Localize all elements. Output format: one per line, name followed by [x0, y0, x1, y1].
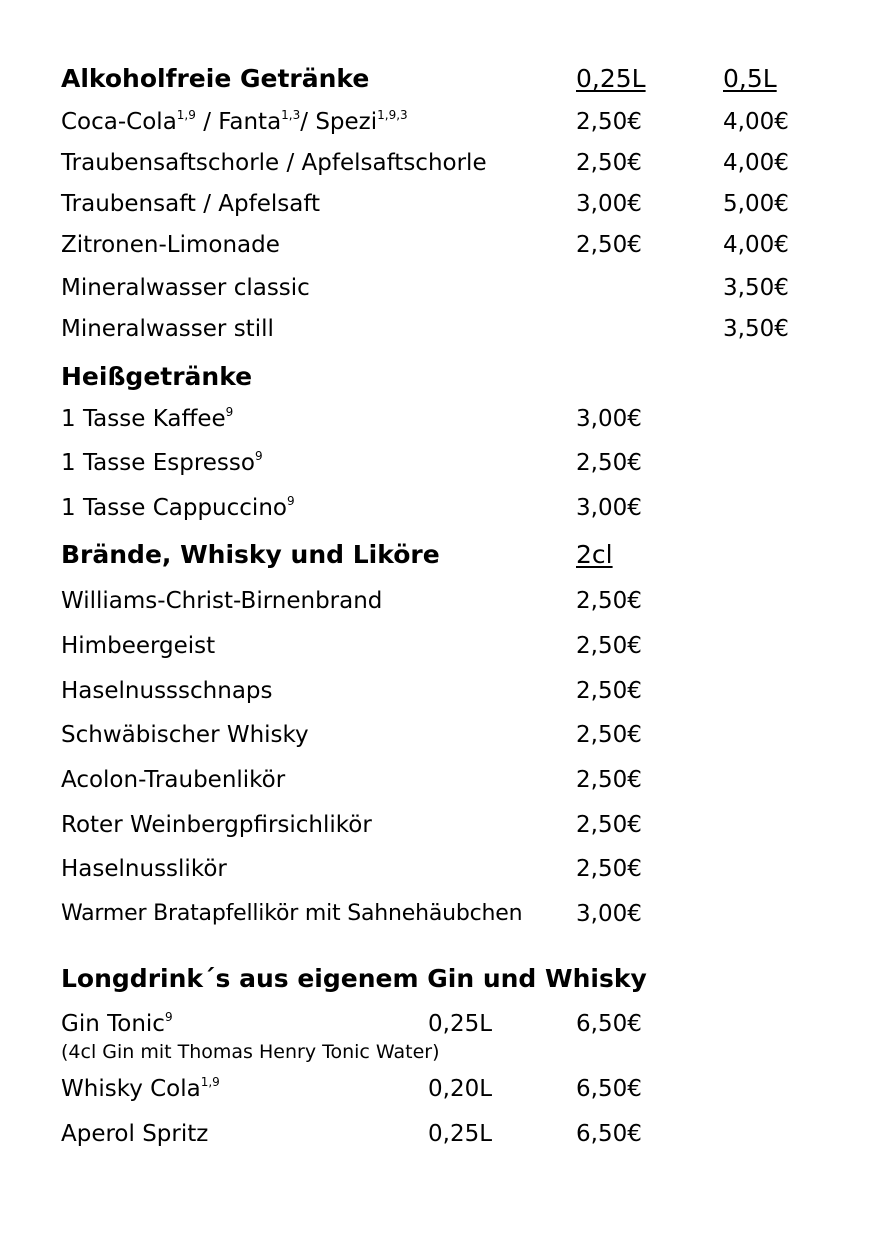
item-price: 2,50€ — [576, 767, 642, 793]
column-header-05: 0,5L — [723, 64, 777, 93]
item-name: / Spezi — [300, 109, 378, 135]
menu-item — [61, 108, 408, 135]
item-price: 3,00€ — [576, 495, 642, 521]
item-price: 4,00€ — [723, 109, 789, 135]
item-price: 2,50€ — [576, 150, 642, 176]
allergen-sup: 9 — [286, 494, 295, 508]
item-name: 1 Tasse Espresso — [61, 450, 255, 476]
item-price: 6,50€ — [576, 1076, 642, 1102]
menu-item — [61, 1010, 173, 1037]
item-price: 3,00€ — [576, 901, 642, 927]
allergen-sup: 1,9,3 — [377, 108, 408, 122]
item-price: 4,00€ — [723, 150, 789, 176]
item-name: Whisky Cola — [61, 1076, 201, 1102]
section-title-braende: Brände, Whisky und Liköre — [61, 540, 440, 569]
item-price: 2,50€ — [576, 633, 642, 659]
menu-item: Warmer Bratapfellikör mit Sahnehäubchen — [61, 901, 523, 926]
item-price: 2,50€ — [576, 856, 642, 882]
item-size: 0,20L — [428, 1076, 493, 1102]
menu-item: Traubensaft / Apfelsaft — [61, 191, 321, 217]
item-name: 1 Tasse Kaffee — [61, 406, 226, 432]
menu-item — [61, 1075, 220, 1102]
menu-item: Aperol Spritz — [61, 1121, 209, 1147]
item-price: 6,50€ — [576, 1121, 642, 1147]
item-price: 2,50€ — [576, 450, 642, 476]
menu-item: Mineralwasser still — [61, 316, 274, 342]
allergen-sup: 1,9 — [176, 108, 196, 122]
column-header-025: 0,25L — [576, 64, 646, 93]
item-price: 2,50€ — [576, 722, 642, 748]
item-price: 2,50€ — [576, 812, 642, 838]
menu-item: Traubensaftschorle / Apfelsaftschorle — [61, 150, 487, 176]
section-title-heiss: Heißgetränke — [61, 362, 253, 391]
allergen-sup: 1,3 — [281, 108, 301, 122]
section-title-longdrinks: Longdrink´s aus eigenem Gin und Whisky — [61, 964, 647, 993]
menu-item: Mineralwasser classic — [61, 275, 310, 301]
menu-item — [61, 494, 295, 521]
column-header-2cl: 2cl — [576, 540, 613, 569]
item-price: 6,50€ — [576, 1011, 642, 1037]
menu-item — [61, 405, 234, 432]
item-price: 3,00€ — [576, 191, 642, 217]
menu-item: Haselnussschnaps — [61, 678, 273, 704]
item-name: / Fanta — [203, 109, 282, 135]
allergen-sup: 9 — [164, 1010, 173, 1024]
item-name: Gin Tonic — [61, 1011, 165, 1037]
item-price: 3,00€ — [576, 406, 642, 432]
menu-item: Haselnusslikör — [61, 856, 227, 882]
allergen-sup: 9 — [254, 449, 263, 463]
menu-item: Williams-Christ-Birnenbrand — [61, 588, 383, 614]
item-size: 0,25L — [428, 1011, 493, 1037]
item-price: 2,50€ — [576, 678, 642, 704]
allergen-sup: 1,9 — [200, 1075, 220, 1089]
item-price: 5,00€ — [723, 191, 789, 217]
menu-item: Zitronen-Limonade — [61, 232, 280, 258]
item-price: 3,50€ — [723, 275, 789, 301]
item-name: Coca-Cola — [61, 109, 177, 135]
item-price: 4,00€ — [723, 232, 789, 258]
item-price: 2,50€ — [576, 588, 642, 614]
menu-item: Himbeergeist — [61, 633, 216, 659]
item-price: 2,50€ — [576, 109, 642, 135]
menu-item: Acolon-Traubenlikör — [61, 767, 286, 793]
menu-item — [61, 449, 263, 476]
menu-item: Schwäbischer Whisky — [61, 722, 309, 748]
item-note: (4cl Gin mit Thomas Henry Tonic Water) — [61, 1041, 440, 1063]
allergen-sup: 9 — [225, 405, 234, 419]
menu-item: Roter Weinbergpfirsichlikör — [61, 812, 372, 838]
section-title-alkoholfrei: Alkoholfreie Getränke — [61, 64, 370, 93]
item-size: 0,25L — [428, 1121, 493, 1147]
item-price: 3,50€ — [723, 316, 789, 342]
item-price: 2,50€ — [576, 232, 642, 258]
item-name: 1 Tasse Cappuccino — [61, 495, 287, 521]
